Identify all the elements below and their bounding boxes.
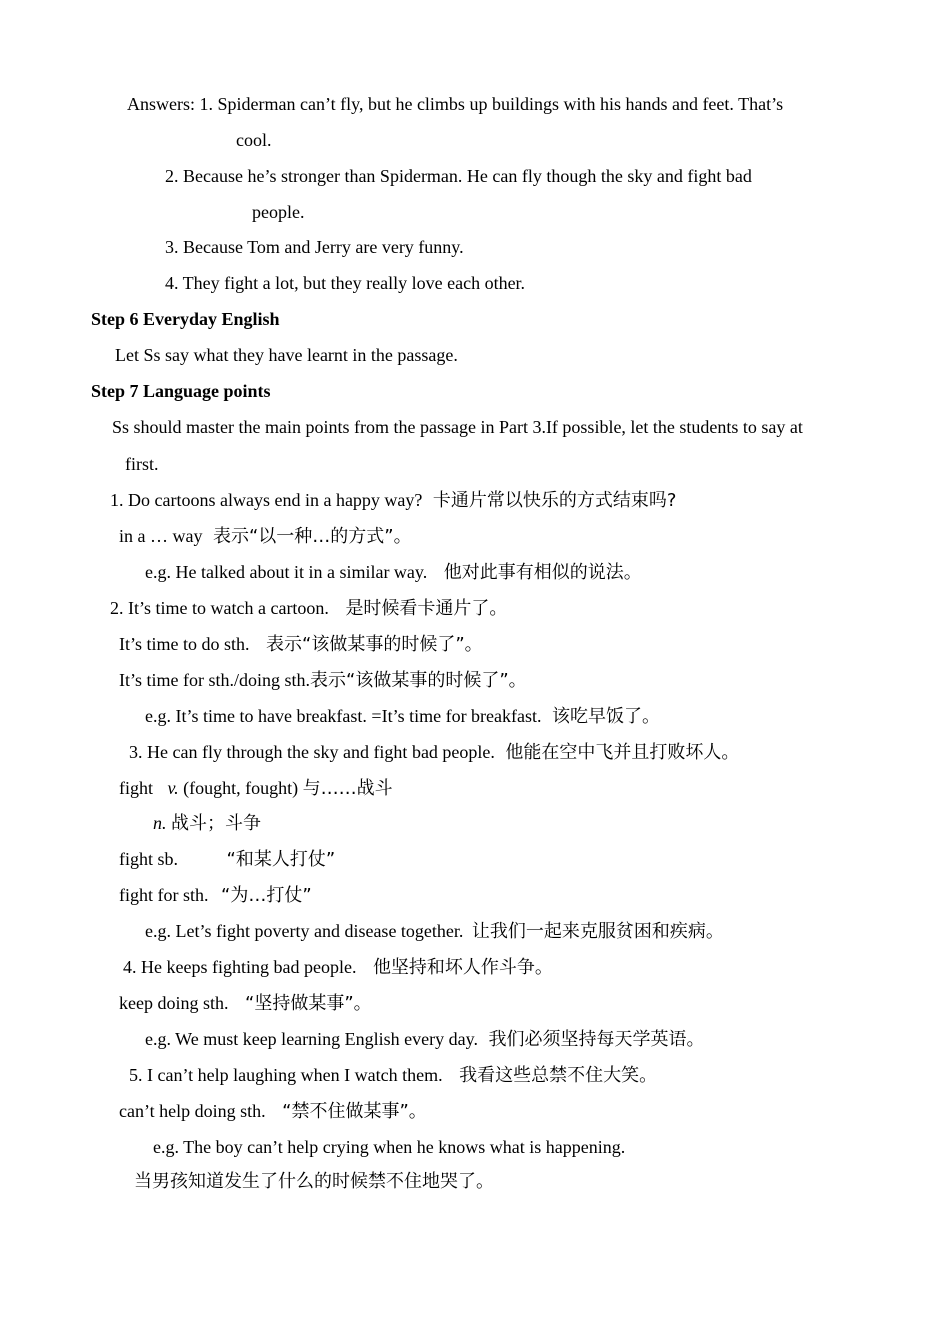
point-3-expression-2-english: fight for sth. (119, 885, 209, 905)
point-3-expression-1-english: fight sb. (119, 849, 179, 869)
point-2-example-chinese: 该吃早饭了。 (552, 706, 661, 727)
point-4-expression-english: keep doing sth. (119, 993, 229, 1013)
point-3-expression-1 (119, 847, 335, 872)
point-2-expression-2-chinese: 表示“该做某事的时候了”。 (310, 670, 527, 691)
point-1-example-chinese: 他对此事有相似的说法。 (443, 562, 642, 583)
point-3-example-chinese: 让我们一起来克服贫困和疾病。 (471, 921, 724, 942)
step-6-text: Let Ss say what they have learnt in the passage. (115, 345, 458, 365)
point-1-expression-english: in a … way (119, 526, 203, 546)
answer-3: 3. Because Tom and Jerry are very funny. (165, 237, 464, 257)
point-5-expression-chinese: “禁不住做某事”。 (282, 1101, 427, 1122)
point-2-chinese: 是时候看卡通片了。 (345, 598, 508, 619)
point-2-expression-2-english: It’s time for sth./doing sth. (119, 670, 310, 690)
point-1-example-english: e.g. He talked about it in a similar way. (145, 562, 428, 582)
point-2-expression-1 (119, 632, 483, 657)
point-3-fight-verb (119, 776, 393, 801)
point-1-expression-chinese: 表示“以一种…的方式”。 (212, 526, 412, 547)
point-2-expression-1-chinese: 表示“该做某事的时候了”。 (266, 634, 483, 655)
point-3-verb-forms: (fought, fought) (183, 778, 299, 798)
point-3-verb-chinese: 与……战斗 (302, 778, 393, 799)
point-1-example (145, 560, 642, 585)
point-5-expression (119, 1099, 427, 1124)
point-3-example (145, 919, 724, 944)
answer-1: Answers: 1. Spiderman can’t fly, but he climbs up buildings with his hands and feet. That’s (127, 94, 784, 114)
point-4-example (145, 1027, 704, 1052)
step-7-heading: Step 7 Language points (91, 381, 271, 401)
point-1-chinese: 卡通片常以快乐的方式结束吗? (432, 490, 677, 511)
point-4-english: 4. He keeps fighting bad people. (123, 957, 357, 977)
point-3-noun-marker: n. (153, 813, 167, 833)
answer-1-continued: cool. (236, 130, 272, 150)
point-4-chinese: 他坚持和坏人作斗争。 (372, 957, 553, 978)
point-3-noun-chinese: 战斗；斗争 (171, 813, 261, 834)
point-5-chinese: 我看这些总禁不住大笑。 (459, 1065, 658, 1086)
point-3-example-english: e.g. Let’s fight poverty and disease together. (145, 921, 464, 941)
point-5-example-chinese: 当男孩知道发生了什么的时候禁不住地哭了。 (134, 1171, 494, 1192)
answer-2: 2. Because he’s stronger than Spiderman. He can fly though the sky and fight bad (165, 166, 752, 186)
point-2-expression-2 (119, 668, 527, 693)
point-3-english: 3. He can fly through the sky and fight bad people. (129, 742, 495, 762)
point-3-fight-word: fight (119, 778, 153, 798)
step-6-heading: Step 6 Everyday English (91, 309, 280, 329)
answer-4: 4. They fight a lot, but they really love each other. (165, 273, 526, 293)
step-7-intro: Ss should master the main points from the passage in Part 3.If possible, let the students to say at (112, 417, 803, 437)
point-2-expression-1-english: It’s time to do sth. (119, 634, 250, 654)
point-5-english: 5. I can’t help laughing when I watch them. (129, 1065, 443, 1085)
point-2 (110, 596, 507, 621)
point-1-expression (119, 524, 412, 549)
point-3-expression-2-chinese: “为…打仗” (221, 885, 312, 906)
point-2-example-english: e.g. It’s time to have breakfast. =It’s time for breakfast. (145, 706, 542, 726)
answer-2-continued: people. (252, 202, 305, 222)
point-5-expression-english: can’t help doing sth. (119, 1101, 266, 1121)
point-5-example-english: e.g. The boy can’t help crying when he knows what is happening. (153, 1137, 626, 1157)
point-4-expression-chinese: “坚持做某事”。 (245, 993, 372, 1014)
point-3-expression-1-chinese: “和某人打仗” (226, 849, 336, 870)
point-1 (110, 488, 676, 513)
point-4 (123, 955, 553, 980)
point-4-example-english: e.g. We must keep learning English every day. (145, 1029, 478, 1049)
point-5 (129, 1063, 657, 1088)
point-4-expression (119, 991, 372, 1016)
step-7-intro-continued: first. (125, 454, 159, 474)
point-1-english: 1. Do cartoons always end in a happy way? (110, 490, 423, 510)
point-2-example (145, 704, 660, 729)
point-4-example-chinese: 我们必须坚持每天学英语。 (488, 1029, 705, 1050)
point-3-verb-marker: v. (167, 778, 179, 798)
point-3-chinese: 他能在空中飞并且打败坏人。 (505, 742, 740, 763)
point-3 (129, 740, 739, 765)
point-2-english: 2. It’s time to watch a cartoon. (110, 598, 329, 618)
point-3-fight-noun (153, 811, 261, 836)
point-3-expression-2 (119, 883, 312, 908)
